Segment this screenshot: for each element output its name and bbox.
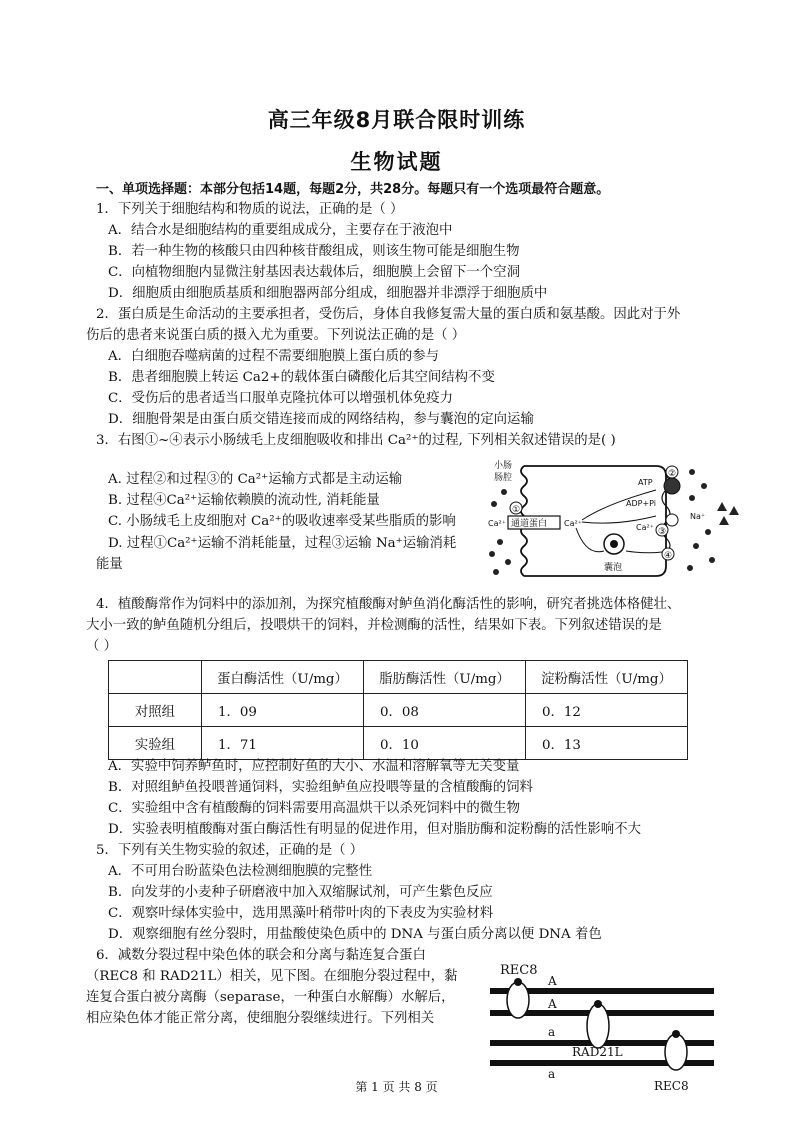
na-label: Na⁺ [690,512,706,521]
q3-option-d-line2: 能量 [96,557,123,572]
table-cell: 1．09 [202,694,364,727]
table-row [109,727,688,760]
q3-option-b: B. 过程④Ca²⁺运输依赖膜的流动性, 消耗能量 [108,493,380,508]
q3-option-c: C. 小肠绒毛上皮细胞对 Ca²⁺的吸收速率受某些脂质的影响 [108,514,456,529]
table-header-cell: 淀粉酶活性（U/mg） [526,661,688,694]
atp-label: ATP [638,478,653,487]
section-heading: 一、单项选择题：本部分包括14题，每题2分，共28分。每题只有一个选项最符合题意。 [96,182,610,197]
q6-stem-line2: （REC8 和 RAD21L）相关，见下图。在细胞分裂过程中，黏 [86,969,458,984]
q2-option-a: A．白细胞吞噬病菌的过程不需要细胞膜上蛋白质的参与 [108,349,440,364]
table-header-row [109,661,688,694]
allele-a-1: a [548,1025,556,1039]
q1-stem: 1．下列关于细胞结构和物质的说法，正确的是（ ） [96,202,404,217]
table-header-cell [109,661,202,694]
exam-title: 高三年级8月联合限时训练 [267,108,526,132]
q5-option-b: B．向发芽的小麦种子研磨液中加入双缩脲试剂，可产生紫色反应 [108,885,493,900]
rec8-cohesin-ring [507,982,529,1018]
arrow-to-vesicle [576,528,604,552]
q4-option-a: A．实验中饲养鲈鱼时，应控制好鱼的大小、水温和溶解氧等无关变量 [108,759,520,774]
lumen-label-1: 小肠 [494,461,513,471]
step3-label: ③ [658,527,667,537]
step4-label: ④ [664,551,673,561]
vesicle-label: 囊泡 [604,563,623,573]
calcium-transport-diagram [486,456,756,586]
rec8-cohesin-ring [665,1034,687,1070]
rec8-top-label: REC8 [500,963,538,978]
sodium-triangles [717,502,739,525]
step1-label: ① [512,505,521,515]
q4-stem-line3: （ ） [86,639,118,654]
channel-label: 通道蛋白 [511,519,548,529]
q4-option-b: B．对照组鲈鱼投喂普通饲料，实验组鲈鱼应投喂等量的含植酸酶的饲料 [108,780,533,795]
exchanger-protein [666,514,678,526]
q1-option-c: C．向植物细胞内显微注射基因表达载体后，细胞膜上会留下一个空洞 [108,265,520,280]
table-cell: 0．13 [526,727,688,760]
cohesin-diagram [488,960,728,1093]
adp-label: ADP+Pi [626,499,657,508]
q3-stem: 3．右图①~④表示小肠绒毛上皮细胞吸收和排出 Ca²⁺的过程, 下列相关叙述错误的是( ) [96,433,616,448]
allele-A-2: A [548,997,557,1011]
q3-option-a: A. 过程②和过程③的 Ca²⁺运输方式都是主动运输 [108,472,403,487]
q1-option-b: B．若一种生物的核酸只由四种核苷酸组成，则该生物可能是细胞生物 [108,244,520,259]
vesicle-core [610,540,618,548]
q3-option-d-line1: D. 过程①Ca²⁺运输不消耗能量，过程③运输 Na⁺运输消耗 [108,536,457,551]
q4-stem-line2: 大小一致的鲈鱼随机分组后，投喂烘干的饲料，并检测酶的活性，结果如下表。下列叙述错误的是 [86,618,662,633]
q6-stem-line4: 相应染色体才能正常分离，使细胞分裂继续进行。下列相关 [86,1011,435,1026]
q2-stem-line1: 2．蛋白质是生命活动的主要承担者，受伤后，身体自我修复需大量的蛋白质和氨基酸。因此对于外 [96,307,681,322]
q2-option-d: D．细胞骨架是由蛋白质交错连接而成的网络结构，参与囊泡的定向运输 [108,412,534,427]
q4-option-c: C．实验组中含有植酸酶的饲料需要用高温烘干以杀死饲料中的微生物 [108,801,520,816]
rad21l-label: RAD21L [572,1045,623,1059]
q6-stem-line3: 连复合蛋白被分离酶（separase，一种蛋白水解酶）水解后， [86,990,455,1005]
table-header-cell: 蛋白酶活性（U/mg） [202,661,364,694]
q5-option-d: D．观察细胞有丝分裂时，用盐酸使染色质中的 DNA 与蛋白质分离以便 DNA 着色 [108,927,602,942]
lumen-label-2: 肠腔 [494,473,513,483]
table-header-cell: 脂肪酶活性（U/mg） [364,661,526,694]
q1-option-d: D．细胞质由细胞质基质和细胞器两部分组成，细胞器并非漂浮于细胞质中 [108,286,548,301]
q5-option-a: A．不可用台盼蓝染色法检测细胞膜的完整性 [108,864,373,879]
rec8-bottom-label: REC8 [654,1079,689,1093]
calcium-pump [664,478,680,494]
calcium-dots-lumen [489,489,511,575]
rad21l-cohesin-ring [587,1004,609,1048]
arrow-exocytosis [626,551,662,553]
ca-exchanger-label: Ca²⁺ [636,523,654,532]
allele-A-1: A [548,974,557,988]
table-cell: 0．12 [526,694,688,727]
q4-stem-line1: 4．植酸酶常作为饲料中的添加剂，为探究植酸酶对鲈鱼消化酶活性的影响，研究者挑选体格健壮、 [96,597,681,612]
exam-subject: 生物试题 [350,150,443,174]
q5-stem: 5．下列有关生物实验的叙述，正确的是（ ） [96,843,364,858]
q6-stem-line1: 6．减数分裂过程中染色体的联会和分离与黏连复合蛋白 [96,948,426,963]
enzyme-activity-table [108,660,688,760]
allele-a-2: a [548,1067,556,1081]
ca-inside-label: Ca²⁺ [564,519,582,528]
table-row [109,694,688,727]
page-footer: 第 1 页 共 8 页 [355,1080,438,1094]
q2-stem-line2: 伤后的患者来说蛋白质的摄入尤为重要。下列说法正确的是（ ） [86,328,466,343]
q4-option-d: D．实验表明植酸酶对蛋白酶活性有明显的促进作用，但对脂肪酶和淀粉酶的活性影响不大 [108,822,641,837]
table-cell: 实验组 [109,727,202,760]
q5-option-c: C．观察叶绿体实验中，选用黑藻叶稍带叶肉的下表皮为实验材料 [108,906,494,921]
ca-outside-label: Ca²⁺ [488,519,506,528]
q2-option-b: B．患者细胞膜上转运 Ca2+的载体蛋白磷酸化后其空间结构不变 [108,370,495,385]
table-cell: 0．08 [364,694,526,727]
table-cell: 0．10 [364,727,526,760]
table-cell: 1．71 [202,727,364,760]
q2-option-c: C．受伤后的患者适当口服单克隆抗体可以增强机体免疫力 [108,391,454,406]
q1-option-a: A．结合水是细胞结构的重要组成成分，主要存在于液泡中 [108,223,453,238]
step2-label: ② [668,469,677,479]
table-cell: 对照组 [109,694,202,727]
